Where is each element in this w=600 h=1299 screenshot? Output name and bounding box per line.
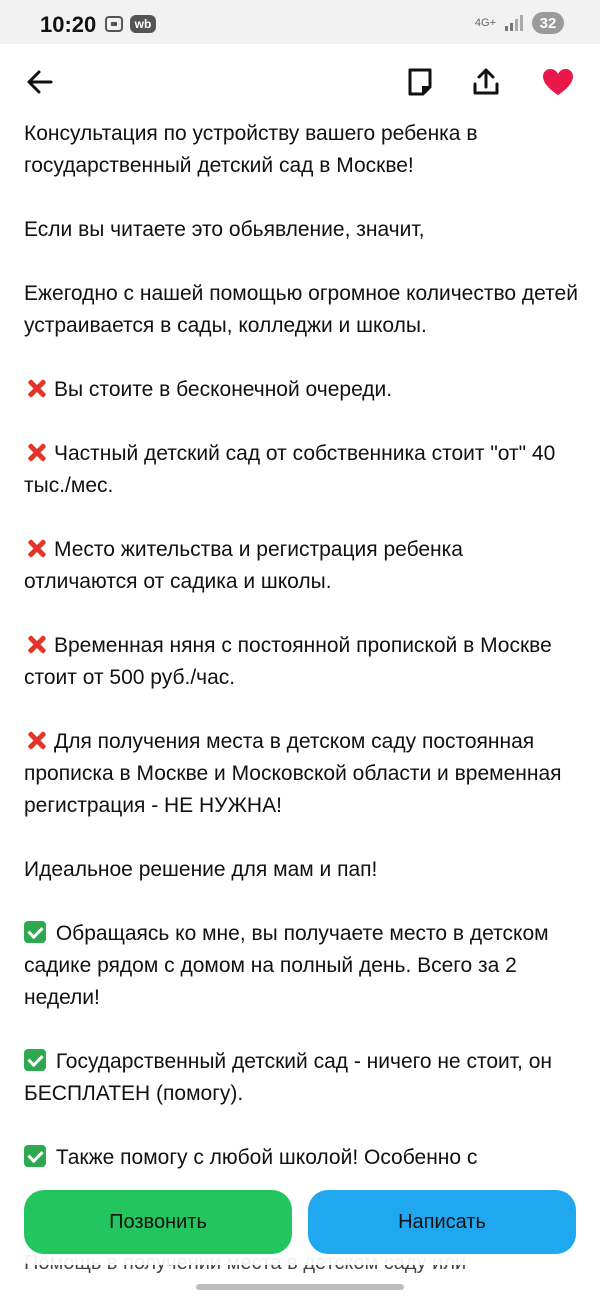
note-button[interactable] — [398, 60, 442, 104]
cross-mark-icon — [24, 729, 50, 751]
paragraph — [24, 726, 580, 822]
share-button[interactable] — [464, 60, 508, 104]
status-right — [475, 12, 564, 34]
paragraph-text: Идеальное решение для мам и пап! — [24, 858, 378, 881]
status-bar — [0, 0, 600, 44]
battery-level: 32 — [532, 12, 564, 34]
check-mark-icon — [24, 1145, 46, 1167]
home-indicator[interactable] — [196, 1284, 404, 1290]
paragraph-text: Если вы читаете это обьявление, значит, — [24, 218, 425, 241]
share-icon — [471, 67, 501, 97]
paragraph — [24, 118, 580, 182]
paragraph-text: Временная няня с постоянной пропиской в Москве стоит от 500 руб./час. — [24, 634, 552, 689]
network-type: 4G+ — [474, 17, 496, 29]
paragraph — [24, 854, 580, 886]
wb-app-badge: wb — [130, 15, 156, 33]
paragraph-text: Консультация по устройству вашего ребенка в государственный детский сад в Москве! — [24, 122, 478, 177]
heart-icon — [541, 67, 575, 97]
cross-mark-icon — [24, 377, 50, 399]
paragraph-text: Место жительства и регистрация ребенка отличаются от садика и школы. — [24, 538, 463, 593]
paragraph — [24, 630, 580, 694]
cross-mark-icon — [24, 537, 50, 559]
paragraph-text: Также помогу с любой школой! Особенно с — [55, 1146, 478, 1169]
note-icon — [406, 67, 434, 97]
cross-mark-icon — [24, 441, 50, 463]
check-mark-icon — [24, 1049, 46, 1071]
cross-mark-icon — [24, 633, 50, 655]
paragraph — [24, 278, 580, 342]
arrow-left-icon — [25, 67, 55, 97]
paragraph-text: Ежегодно с нашей помощью огромное количество детей устраивается в сады, колледжи и школы. — [24, 282, 578, 337]
back-button[interactable] — [18, 60, 62, 104]
paragraph — [24, 438, 580, 502]
paragraph — [24, 1142, 580, 1174]
favorite-button[interactable] — [536, 60, 580, 104]
paragraph-text: Обращаясь ко мне, вы получаете место в детском садике рядом с домом на полный день. Всего за 2 недели! — [24, 922, 549, 1009]
paragraph — [24, 214, 580, 246]
screenshot-icon — [104, 14, 124, 34]
paragraph — [24, 918, 580, 1014]
write-message-button[interactable]: Написать — [308, 1190, 576, 1254]
paragraph — [24, 1046, 580, 1110]
paragraph — [24, 374, 580, 406]
check-mark-icon — [24, 921, 46, 943]
ad-description — [24, 118, 580, 1178]
paragraph-text: Для получения места в детском саду постоянная прописка в Москве и Московской области и временная регистрация - НЕ НУЖНА! — [24, 730, 562, 817]
paragraph-text: Вы стоите в бесконечной очереди. — [54, 378, 393, 401]
paragraph-text: Частный детский сад от собственника стоит "от" 40 тыс./мес. — [24, 442, 556, 497]
paragraph — [24, 534, 580, 598]
paragraph-text: Государственный детский сад - ничего не стоит, он БЕСПЛАТЕН (помогу). — [24, 1050, 552, 1105]
call-button[interactable]: Позвонить — [24, 1190, 292, 1254]
status-notifications — [104, 14, 156, 34]
status-time: 10:20 — [40, 12, 97, 37]
app-bar — [0, 44, 600, 120]
signal-icon — [504, 14, 524, 32]
